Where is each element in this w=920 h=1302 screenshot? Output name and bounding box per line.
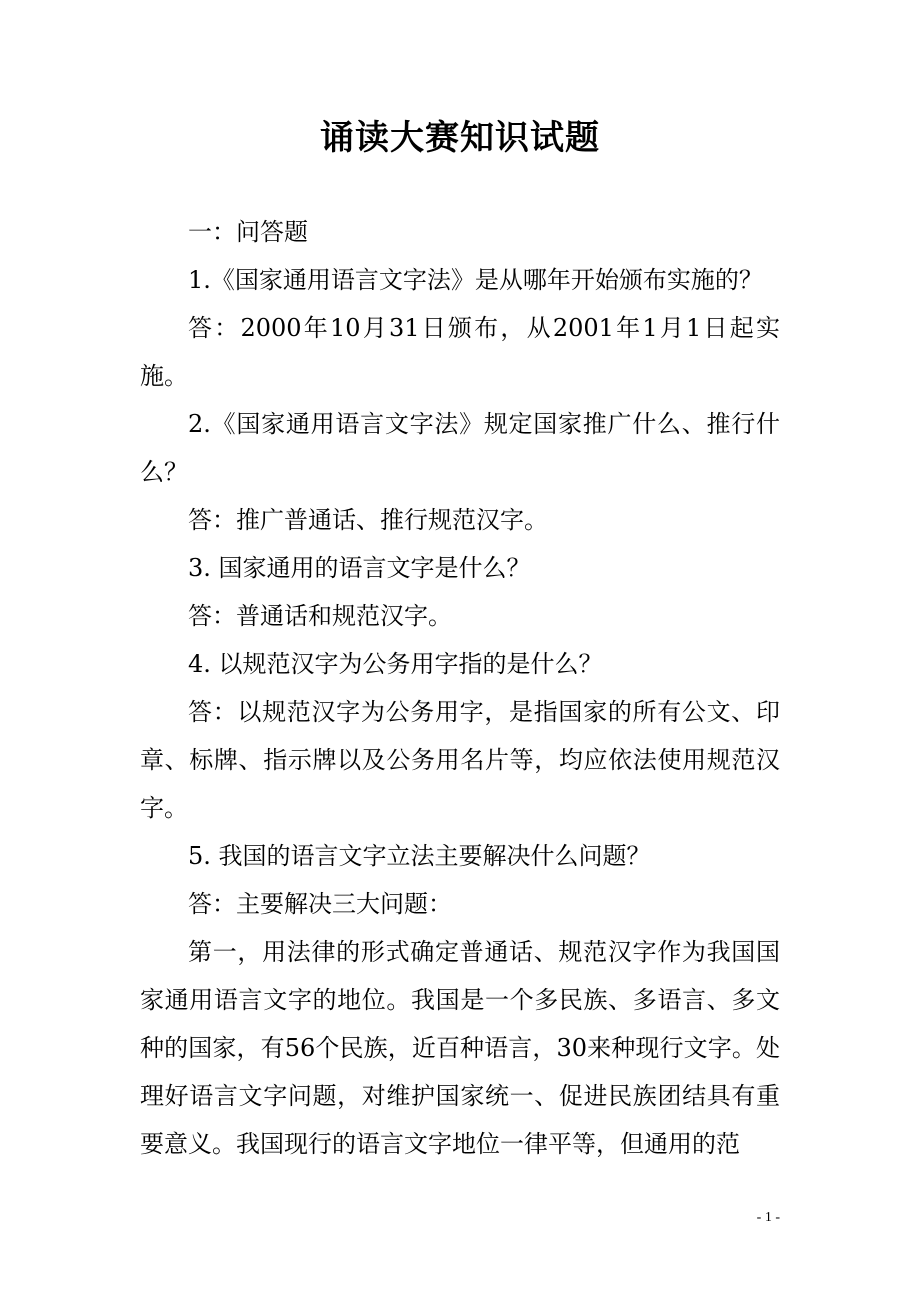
answer-4: 答：以规范汉字为公务用字，是指国家的所有公文、印章、标牌、指示牌以及公务用名片等，均应依法使用规范汉字。 (140, 698, 780, 822)
question-5: 5. 我国的语言文字立法主要解决什么问题？ (188, 842, 651, 870)
answer-1: 答：2000年10月31日颁布，从2001年1月1日起实施。 (140, 314, 780, 390)
answer-5: 答：主要解决三大问题： (188, 890, 452, 918)
question-2: 2.《国家通用语言文字法》规定国家推广什么、推行什么？ (140, 410, 780, 486)
answer-5-point-1: 第一，用法律的形式确定普通话、规范汉字作为我国国家通用语言文字的地位。我国是一个多民族、多语言、多文种的国家，有56个民族，近百种语言，30来种现行文字。处理好语言文字问题，对维护国家统一、促进民族团结具有重要意义。我国现行的语言文字地位一律平等，但通用的范 (140, 938, 780, 1158)
page-number: - 1 - (756, 1210, 780, 1225)
document-body (140, 208, 780, 1168)
answer-2: 答：推广普通话、推行规范汉字。 (188, 506, 548, 534)
section-heading: 一：问答题 (188, 218, 308, 246)
question-4: 4. 以规范汉字为公务用字指的是什么？ (188, 650, 603, 678)
document-title: 诵读大赛知识试题 (320, 118, 600, 158)
question-1: 1.《国家通用语言文字法》是从哪年开始颁布实施的？ (188, 266, 763, 294)
question-3: 3. 国家通用的语言文字是什么？ (188, 554, 531, 582)
answer-3: 答：普通话和规范汉字。 (188, 602, 452, 630)
